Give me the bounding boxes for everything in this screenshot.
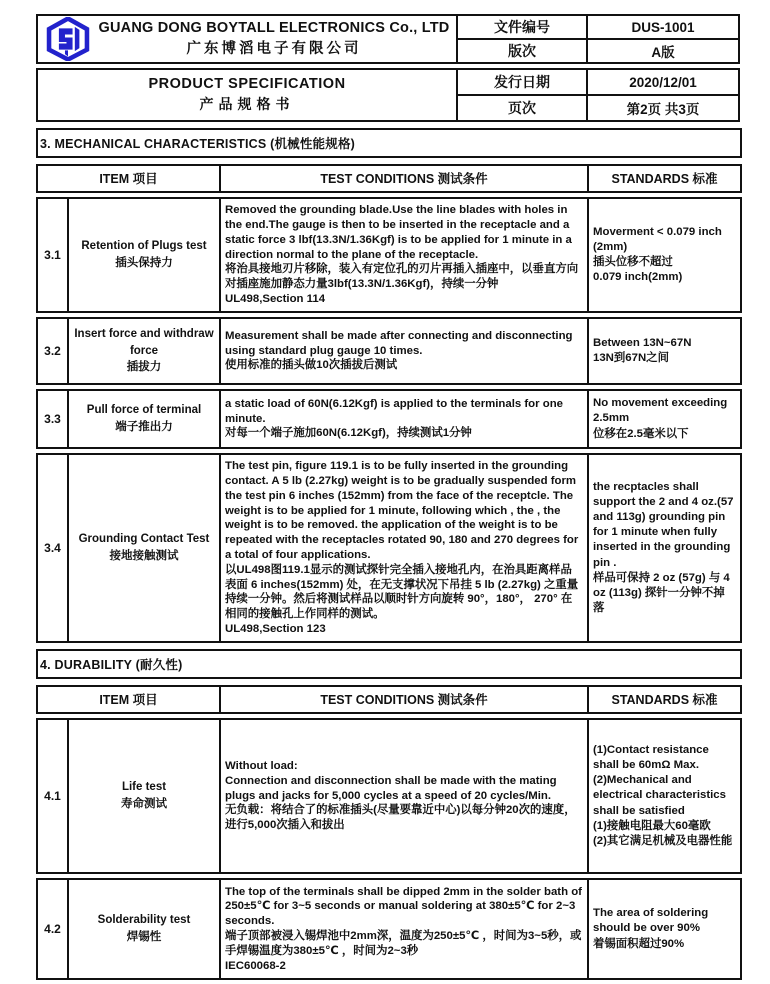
doc-number-label: 文件编号 bbox=[494, 19, 550, 35]
condition-line: Without load: bbox=[225, 759, 298, 772]
row-number: 4.1 bbox=[44, 789, 61, 803]
condition-line: The test pin, figure 119.1 is to be fully inserted in the grounding contact. A 5 lb (2.27kg) weight is to be gradually suspended form the test pin 6 inches (152mm) from the face of the receptcle. The weight is to be applied for 1 minute, following which , the , the weight is to be removed. the application of the weight is to be repeated with the receptacles rotated 90, 180 and 270 degrees for a total of four applications. bbox=[225, 460, 579, 561]
company-logo-icon bbox=[45, 17, 91, 61]
item-cell bbox=[67, 199, 219, 311]
standard-line: 插头位移不超过 bbox=[593, 256, 673, 268]
condition-line: The top of the terminals shall be dipped 2mm in the solder bath of 250±5℃ for 3~5 seconds or manual soldering at 380±5℃ for 2~3 seconds. bbox=[225, 885, 582, 928]
standard-line: 13N到67N之间 bbox=[593, 352, 669, 364]
page-number-value: 第2页 共3页 bbox=[586, 96, 738, 120]
column-header-standards: STANDARDS 标准 bbox=[587, 687, 740, 712]
conditions-cell bbox=[219, 199, 587, 311]
standard-line: 位移在2.5毫米以下 bbox=[593, 427, 689, 440]
item-line: Pull force of terminal bbox=[86, 404, 202, 417]
column-header-item: ITEM 项目 bbox=[99, 172, 158, 186]
item-cell bbox=[67, 880, 219, 978]
column-header-conditions: TEST CONDITIONS 测试条件 bbox=[219, 166, 587, 191]
conditions-cell bbox=[219, 391, 587, 447]
item-line: Retention of Plugs test bbox=[81, 240, 207, 253]
item-line: 端子推出力 bbox=[115, 421, 173, 433]
standards-cell bbox=[587, 319, 740, 383]
document-header-top bbox=[36, 14, 742, 64]
column-header-standards: STANDARDS 标准 bbox=[587, 166, 740, 191]
item-line: 插拔力 bbox=[126, 361, 162, 374]
condition-line: 将治具接地刃片移除，装入有定位孔的刃片再插入插座中，以垂直方向对插座施加静态力量3lbf(13.3N/1.36Kgf)，持续一分钟 bbox=[225, 263, 579, 291]
condition-line: 端子顶部被浸入锡焊池中2mm深，温度为250±5℃ ，时间为3~5秒，或手焊锡温度为380±5℃ ，时间为2~3秒 bbox=[225, 930, 582, 957]
row-number: 3.2 bbox=[44, 344, 61, 358]
table-row bbox=[36, 878, 742, 980]
condition-line: Removed the grounding blade.Use the line blades with holes in the end.The gauge is then to be inserted in the receptacle and a static force 3 lbf(13.3N/1.36Kgf) is to be applied for 1 minute in a direction normal to the plane of the receptacle. bbox=[225, 204, 572, 261]
section-title: 3. MECHANICAL CHARACTERISTICS (机械性能规格) bbox=[36, 128, 742, 158]
doc-title-block bbox=[36, 68, 458, 122]
table-row bbox=[36, 453, 742, 643]
spec-sections bbox=[36, 128, 742, 980]
standard-line: (2)其它满足机械及电器性能 bbox=[593, 834, 733, 847]
doc-info-bottom bbox=[456, 68, 740, 122]
doc-title-en: PRODUCT SPECIFICATION bbox=[148, 76, 346, 92]
table-row bbox=[36, 389, 742, 449]
item-cell bbox=[67, 319, 219, 383]
table-row bbox=[36, 197, 742, 313]
column-header-item: ITEM 项目 bbox=[99, 693, 158, 707]
table-column-header bbox=[36, 164, 742, 193]
doc-number-value: DUS-1001 bbox=[586, 16, 738, 38]
page-number-row bbox=[456, 94, 740, 122]
standards-cell bbox=[587, 720, 740, 872]
standard-line: the recptacles shall support the 2 and 4 oz.(57 and 113g) grounding pin for 1 minute when fully inserted in the grounding pin . bbox=[593, 481, 734, 569]
condition-line: UL498,Section 123 bbox=[225, 623, 326, 636]
doc-number-row bbox=[456, 14, 740, 40]
item-line: 插头保持力 bbox=[115, 257, 173, 269]
standard-line: (1)Contact resistance shall be 60mΩ Max. bbox=[593, 744, 709, 772]
table-row bbox=[36, 718, 742, 874]
standard-line: Between 13N~67N bbox=[593, 336, 692, 349]
table-row bbox=[36, 317, 742, 385]
item-cell bbox=[67, 720, 219, 872]
condition-line: a static load of 60N(6.12Kgf) is applied to the terminals for one minute. bbox=[225, 397, 563, 425]
condition-line: Measurement shall be made after connecting and disconnecting using standard plug gauge 10 times. bbox=[225, 329, 573, 357]
conditions-cell bbox=[219, 455, 587, 641]
item-line: force bbox=[129, 344, 159, 357]
revision-value: A版 bbox=[586, 40, 738, 62]
revision-row bbox=[456, 38, 740, 64]
item-line: 寿命测试 bbox=[121, 798, 167, 810]
item-line: Life test bbox=[121, 781, 167, 794]
standards-cell bbox=[587, 455, 740, 641]
row-number: 4.2 bbox=[44, 922, 61, 936]
standards-cell bbox=[587, 880, 740, 978]
condition-line: IEC60068-2 bbox=[225, 959, 286, 972]
item-line: Solderability test bbox=[97, 914, 191, 927]
standards-cell bbox=[587, 199, 740, 311]
conditions-cell bbox=[219, 319, 587, 383]
standard-line: 着锡面积超过90% bbox=[593, 937, 685, 950]
standards-cell bbox=[587, 391, 740, 447]
table-column-header bbox=[36, 685, 742, 714]
item-cell bbox=[67, 455, 219, 641]
row-number: 3.1 bbox=[44, 248, 61, 262]
condition-line: UL498,Section 114 bbox=[225, 293, 326, 306]
condition-line: 以UL498图119.1显示的测试探针完全插入接地孔内，在治具距离样品表面 6 inches(152mm) 处，在无支撑状况下吊挂 5 lb (2.27kg) 之重量持续一分钟。然后将测试样品以顺时针方向旋转 90°，180°， 270° 在相同的接触孔上作同样的测试。 bbox=[225, 563, 579, 621]
item-line: Insert force and withdraw bbox=[74, 327, 214, 340]
company-name-cn: 广东博滔电子有限公司 bbox=[186, 41, 362, 57]
item-line: 焊锡性 bbox=[126, 931, 162, 943]
conditions-cell bbox=[219, 880, 587, 978]
standard-line: The area of soldering should be over 90% bbox=[593, 907, 709, 935]
standard-line: No movement exceeding bbox=[593, 397, 728, 410]
doc-title-cn: 产品规格书 bbox=[199, 96, 295, 112]
condition-line: Connection and disconnection shall be made with the mating plugs and jacks for 5,000 cycles at a speed of 20 cycles/Min. bbox=[225, 774, 557, 802]
standard-line: 2.5mm bbox=[593, 412, 630, 425]
doc-info-top bbox=[456, 14, 740, 64]
row-number: 3.4 bbox=[44, 541, 61, 555]
revision-label: 版次 bbox=[508, 43, 536, 59]
document-header-bottom bbox=[36, 68, 742, 122]
condition-line: 对每一个端子施加60N(6.12Kgf)，持续测试1分钟 bbox=[225, 427, 472, 440]
conditions-cell bbox=[219, 720, 587, 872]
section-title: 4. DURABILITY (耐久性) bbox=[36, 649, 742, 679]
standard-line: Moverment < 0.079 inch (2mm) bbox=[593, 225, 722, 253]
condition-line: 使用标准的插头做10次插拔后测试 bbox=[225, 359, 398, 372]
issue-date-row bbox=[456, 68, 740, 96]
spec-document-page bbox=[36, 14, 742, 984]
standard-line: 0.079 inch(2mm) bbox=[593, 271, 683, 284]
item-cell bbox=[67, 391, 219, 447]
item-line: Grounding Contact Test bbox=[78, 533, 210, 546]
standard-line: (1)接触电阻最大60毫欧 bbox=[593, 819, 711, 832]
condition-line: 无负载：将结合了的标准插头(尽量要靠近中心)以每分钟20次的速度，进行5,000次插入和拔出 bbox=[225, 804, 576, 832]
row-number: 3.3 bbox=[44, 412, 61, 426]
company-block bbox=[36, 14, 458, 64]
issue-date-value: 2020/12/01 bbox=[586, 70, 738, 94]
standard-line: (2)Mechanical and electrical characteristics shall be satisfied bbox=[593, 774, 726, 817]
column-header-conditions: TEST CONDITIONS 测试条件 bbox=[219, 687, 587, 712]
standard-line: 样品可保持 2 oz (57g) 与 4 oz (113g) 探针一分钟不掉落 bbox=[593, 571, 730, 614]
item-line: 接地接触测试 bbox=[109, 550, 179, 562]
issue-date-label: 发行日期 bbox=[494, 74, 550, 90]
company-name-en: GUANG DONG BOYTALL ELECTRONICS Co., LTD bbox=[98, 20, 450, 36]
page-number-label: 页次 bbox=[508, 100, 536, 116]
